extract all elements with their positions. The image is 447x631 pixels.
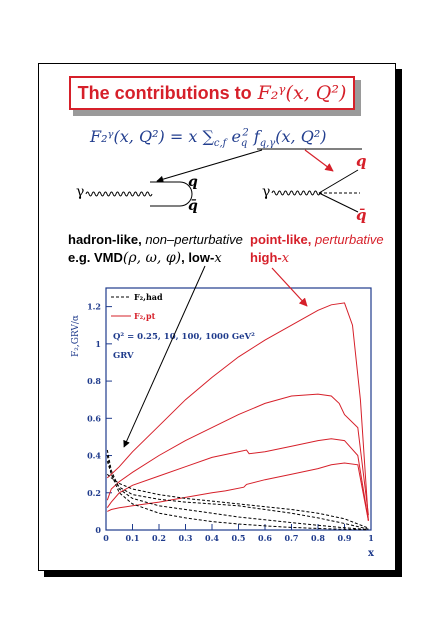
y-tick-label: 0.4 [87,450,101,461]
x-tick-label: 0 [103,533,109,543]
x-tick-label: 0.3 [178,533,193,543]
x-tick-label: 0.1 [125,533,140,543]
formula-pdf-sub: q,γ [259,138,276,150]
right-gamma-label: γ [262,184,271,200]
had-curve-5 [107,461,368,529]
x-tick-label: 0.7 [284,533,299,543]
vmd-sep: , low- [181,250,215,265]
left-quark-label: q [188,174,198,190]
formula-lhs: F₂ᵞ(x, Q²) = x [90,127,198,146]
legend-had-label: F₂,had [134,292,163,302]
had-curve-6 [107,450,368,530]
title-text: The contributions to [77,82,252,103]
vmd-x: x [214,251,222,266]
x-tick-label: 0.9 [337,533,352,543]
y-tick-label: 0.8 [87,376,101,387]
point-like-italic: perturbative [315,232,384,247]
formula-rest: e [231,127,241,146]
left-antiquark-label: q̄ [188,198,198,214]
x-axis-label: x [368,548,374,559]
legend-model-text: GRV [113,351,134,361]
high-x: x [281,251,290,266]
x-tick-label: 0.5 [231,533,246,543]
x-tick-label: 0.2 [152,533,166,543]
y-tick-label: 0 [95,525,101,535]
y-tick-label: 1.2 [87,301,101,312]
x-tick-label: 0.4 [205,533,219,543]
formula-sum: ∑ [202,127,214,146]
had-curve-7 [107,456,368,530]
x-tick-label: 0.6 [258,533,272,543]
x-tick-label: 0.8 [311,533,325,543]
title-math: F₂ᵞ(x, Q²) [257,82,347,104]
legend-q2-text: Q² = 0.25, 10, 100, 1000 GeV² [113,332,255,342]
pt-curve-2 [107,394,368,515]
plot-frame [106,288,371,530]
formula-eq-sub: q [240,138,248,150]
y-tick-label: 0.6 [87,413,101,424]
vmd-prefix: e.g. VMD [68,250,123,265]
high-prefix: high- [250,250,282,265]
right-quark-label: q [356,152,367,170]
right-antiquark-label: q̄ [356,206,367,224]
left-gamma-label: γ [76,184,85,200]
point-like-bold: point-like, [250,232,312,247]
formula-pdf-args: (x, Q²) [275,127,327,146]
pt-curve-0 [107,463,368,521]
y-tick-label: 1 [95,338,101,349]
formula-sum-sub: c,f [213,138,227,150]
formula-eq-sup: 2 [242,127,249,139]
legend-pt-label: F₂,pt [134,311,156,321]
y-axis-label: F₂,​GRV/α [71,315,81,357]
arrow-to-high-x [272,268,307,306]
x-tick-label: 1 [368,533,374,543]
formula-pdf: f [253,127,260,146]
y-tick-label: 0.2 [87,487,101,498]
hadron-like-bold: hadron-like, [68,232,142,247]
hadron-like-italic: non–perturbative [145,232,243,247]
vmd-args: (ρ, ω, φ) [122,250,182,266]
